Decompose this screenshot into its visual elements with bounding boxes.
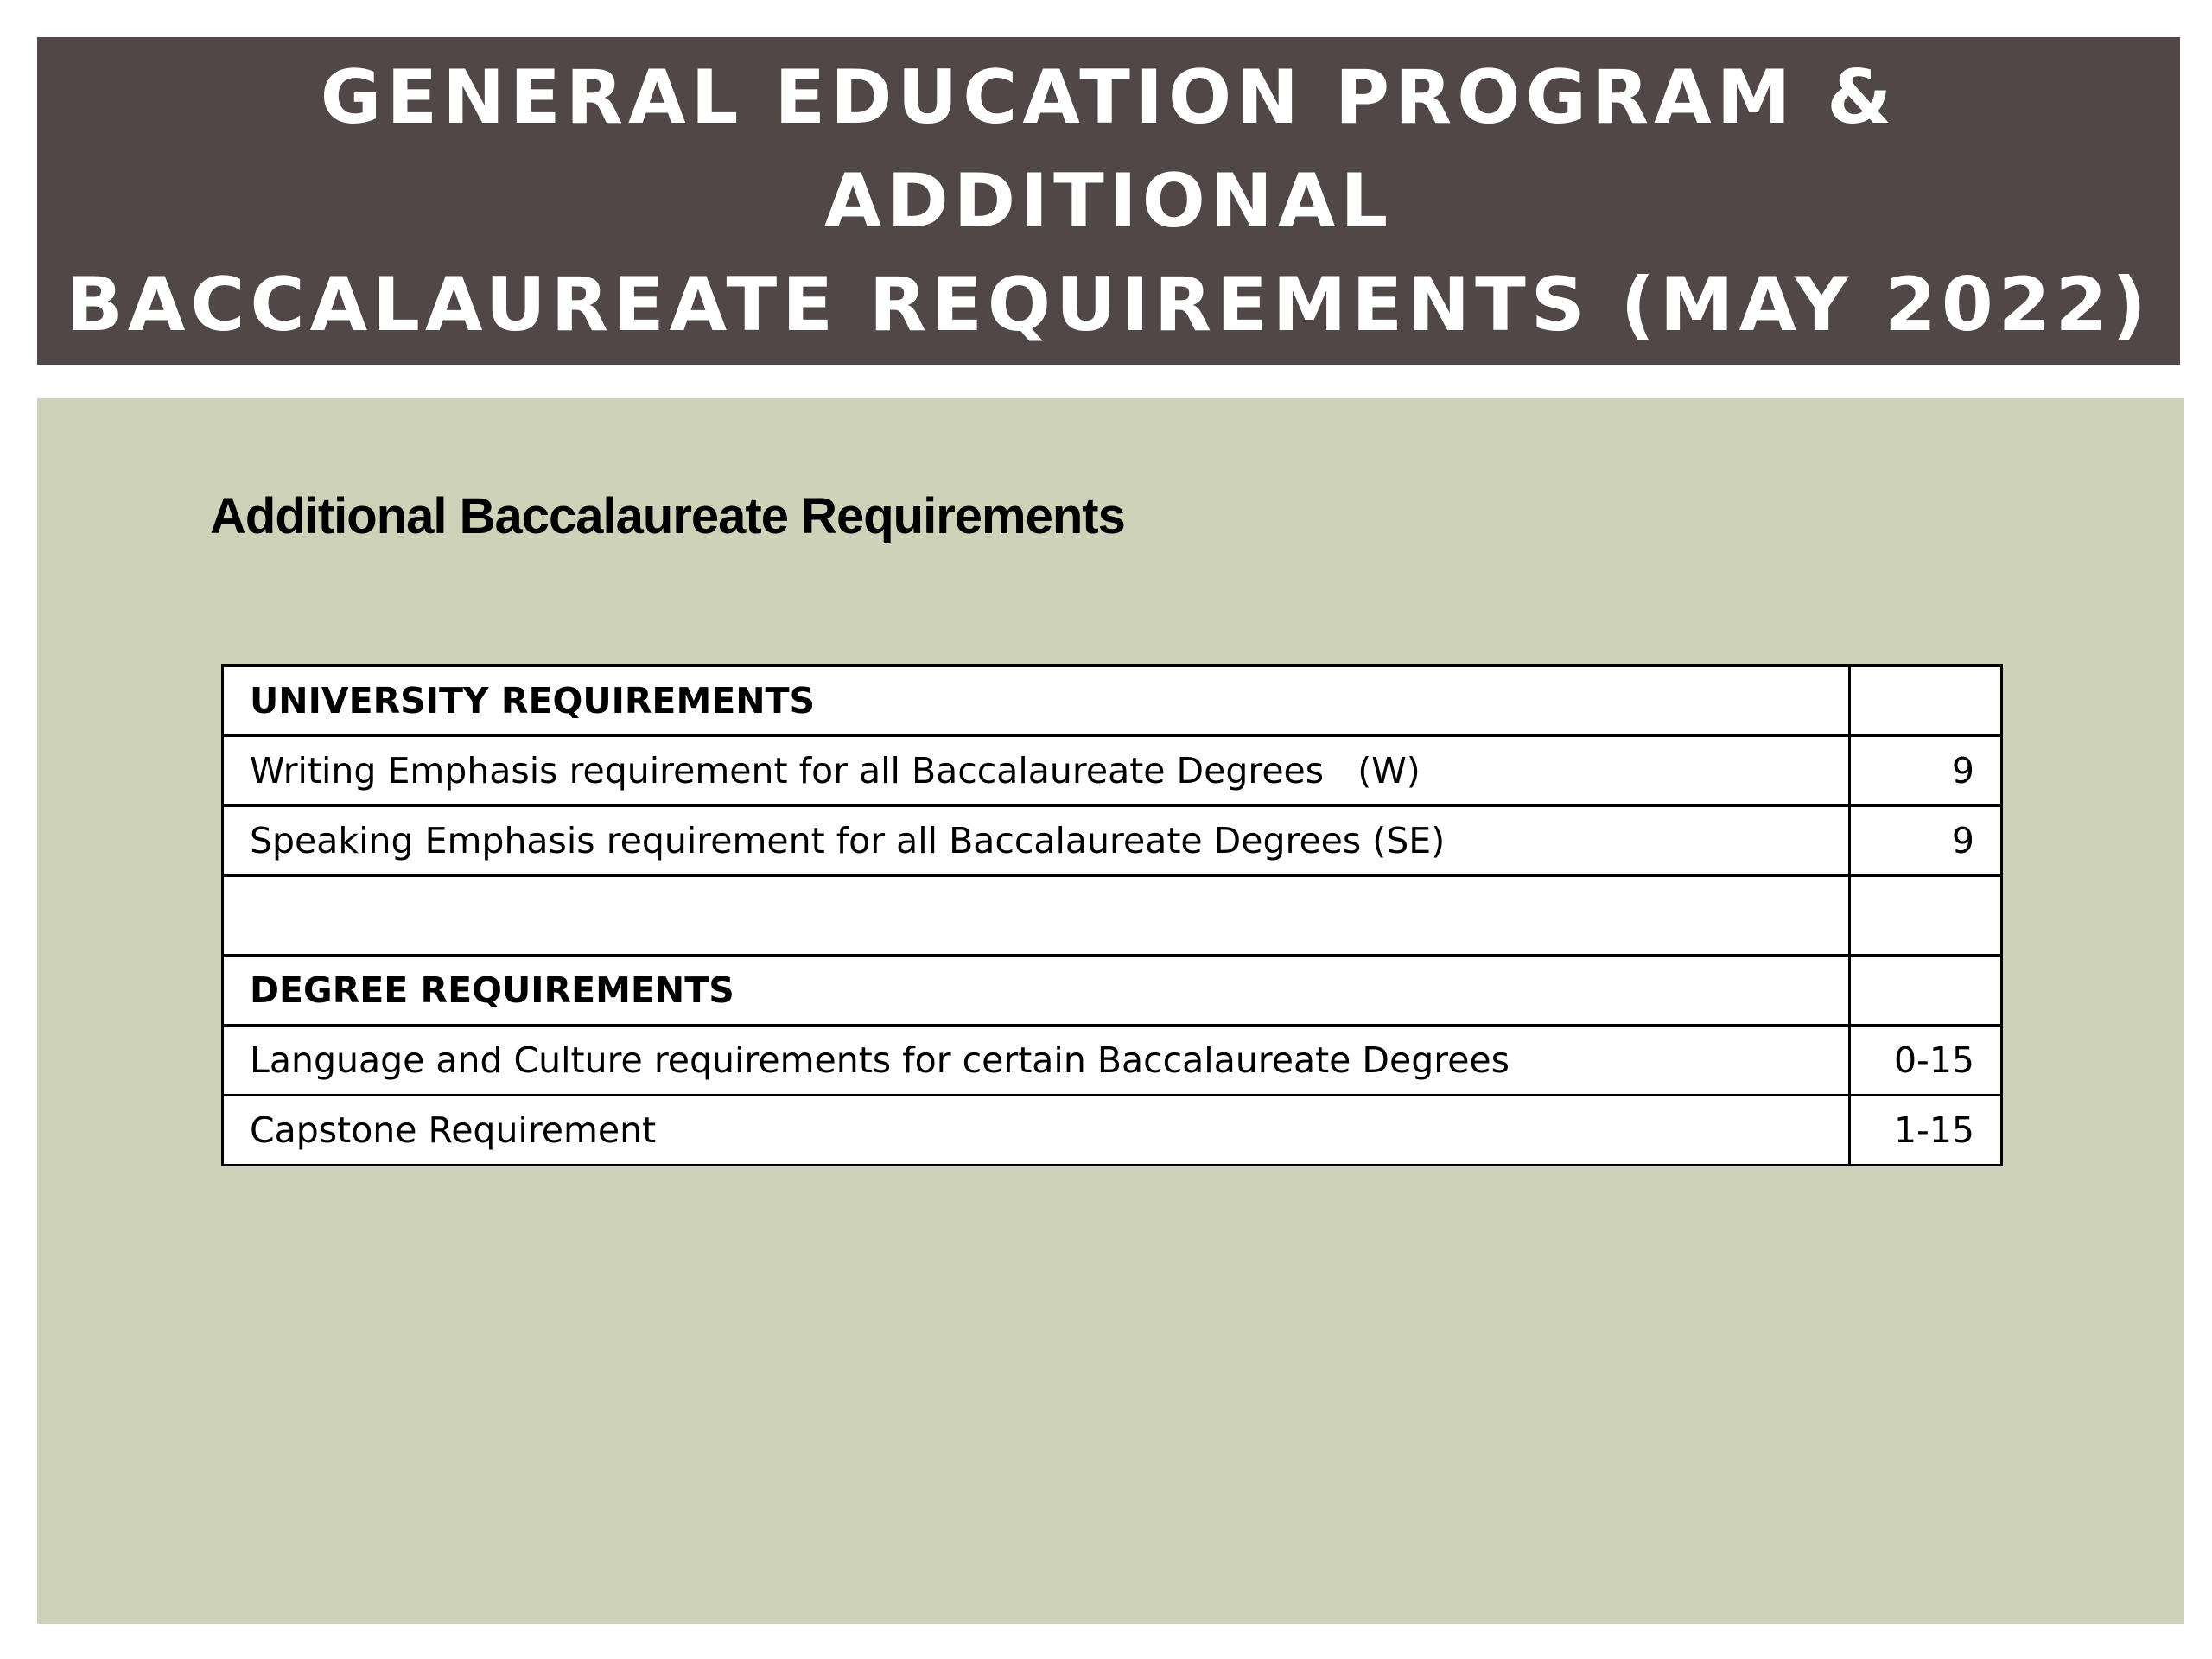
table-row-university-header xyxy=(223,666,2002,736)
section-heading: Additional Baccalaureate Requirements xyxy=(210,488,1125,544)
row-value xyxy=(1850,666,2002,736)
row-value: 9 xyxy=(1850,736,2002,806)
row-value xyxy=(1850,876,2002,956)
table-row-capstone xyxy=(223,1096,2002,1166)
row-label: Writing Emphasis requirement for all Baccalaureate Degrees (W) xyxy=(223,736,1850,806)
row-label: Capstone Requirement xyxy=(223,1096,1850,1166)
title-line-1: GENERAL EDUCATION PROGRAM & ADDITIONAL xyxy=(320,54,1897,245)
table-row-degree-header xyxy=(223,956,2002,1026)
table-row-speaking-emphasis xyxy=(223,806,2002,876)
title-bar xyxy=(37,37,2180,365)
row-value xyxy=(1850,956,2002,1026)
row-label xyxy=(223,876,1850,956)
row-value: 0-15 xyxy=(1850,1026,2002,1096)
row-value: 9 xyxy=(1850,806,2002,876)
row-value: 1-15 xyxy=(1850,1096,2002,1166)
row-label: UNIVERSITY REQUIREMENTS xyxy=(223,666,1850,736)
title-line-2: BACCALAUREATE REQUIREMENTS (MAY 2022) xyxy=(66,261,2152,348)
table-row-empty xyxy=(223,876,2002,956)
content-panel xyxy=(37,398,2184,1624)
row-label: DEGREE REQUIREMENTS xyxy=(223,956,1850,1026)
row-label: Speaking Emphasis requirement for all Baccalaureate Degrees (SE) xyxy=(223,806,1850,876)
page-title xyxy=(37,46,2180,357)
row-label: Language and Culture requirements for certain Baccalaureate Degrees xyxy=(223,1026,1850,1096)
requirements-table xyxy=(221,664,2003,1166)
table-row-writing-emphasis xyxy=(223,736,2002,806)
table-row-language-culture xyxy=(223,1026,2002,1096)
